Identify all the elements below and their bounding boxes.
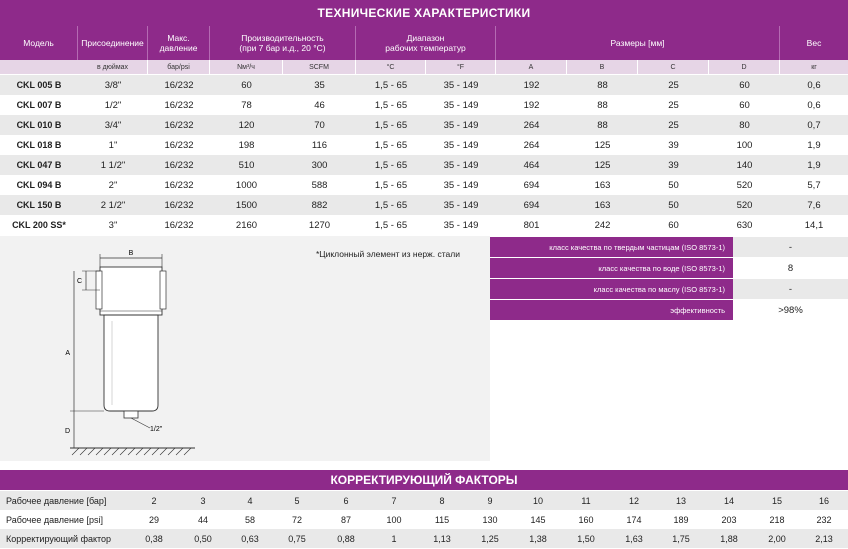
cell-dim-b: 125	[594, 159, 611, 171]
cell-model: CKL 047 B	[16, 160, 62, 170]
cell-pressure: 16/232	[164, 139, 194, 151]
table-row	[0, 135, 848, 155]
correction-cell: 2	[151, 495, 157, 506]
cell-pressure: 16/232	[164, 219, 194, 231]
header-max-pressure	[148, 26, 210, 60]
cell-dim-a: 264	[523, 139, 540, 151]
cell-dim-b: 88	[597, 99, 608, 111]
correction-cell: 29	[148, 514, 159, 525]
correction-cell: 58	[244, 514, 255, 525]
cell-dim-c: 25	[668, 79, 679, 91]
unit-dim-d: D	[709, 60, 780, 74]
header-dimensions-label: Размеры [мм]	[610, 38, 665, 48]
correction-cell: 145	[530, 514, 546, 525]
spec-title: ТЕХНИЧЕСКИЕ ХАРАКТЕРИСТИКИ	[0, 0, 848, 26]
correction-cell: 0,63	[241, 533, 259, 544]
cell-nm3h: 78	[241, 99, 252, 111]
cell-dim-c: 25	[668, 99, 679, 111]
cell-scfm: 882	[311, 199, 328, 211]
correction-cell: 9	[487, 495, 493, 506]
header-weight-label: Вес	[806, 38, 822, 48]
cell-temp-c: 1,5 - 65	[374, 219, 408, 231]
cell-connection: 2"	[108, 179, 118, 191]
cell-dim-c: 50	[668, 199, 679, 211]
cell-dim-c: 39	[668, 139, 679, 151]
correction-row-psi	[0, 510, 848, 529]
quality-value: >98%	[778, 304, 803, 316]
correction-cell: 12	[628, 495, 639, 506]
cell-temp-c: 1,5 - 65	[374, 99, 408, 111]
cell-dim-a: 801	[523, 219, 540, 231]
header-temp-range	[356, 26, 496, 60]
correction-cell: 3	[200, 495, 206, 506]
correction-cell: 0,38	[145, 533, 163, 544]
correction-cell: 13	[675, 495, 686, 506]
correction-row-factor	[0, 529, 848, 548]
quality-row	[490, 258, 848, 278]
cell-pressure: 16/232	[164, 99, 194, 111]
unit-dim-c: C	[638, 60, 709, 74]
correction-row-label: Рабочее давление [бар]	[6, 495, 107, 506]
cell-temp-f: 35 - 149	[443, 79, 479, 91]
cell-dim-d: 100	[736, 139, 753, 151]
correction-cell: 2,00	[768, 533, 786, 544]
cell-temp-f: 35 - 149	[443, 219, 479, 231]
cell-temp-c: 1,5 - 65	[374, 159, 408, 171]
cell-dim-a: 694	[523, 199, 540, 211]
header-dimensions	[496, 26, 780, 60]
cell-pressure: 16/232	[164, 79, 194, 91]
header-connection-label: Присоединение	[81, 38, 144, 48]
cell-nm3h: 60	[241, 79, 252, 91]
cell-weight: 0,6	[807, 99, 821, 111]
cell-temp-c: 1,5 - 65	[374, 119, 408, 131]
cell-temp-f: 35 - 149	[443, 139, 479, 151]
correction-row-bar	[0, 491, 848, 510]
correction-cell: 6	[343, 495, 349, 506]
header-model-label: Модель	[23, 38, 54, 48]
correction-row-label: Корректирующий фактор	[6, 533, 112, 544]
unit-kg: кг	[811, 63, 817, 71]
correction-cell: 72	[291, 514, 302, 525]
cell-dim-d: 140	[736, 159, 753, 171]
cell-scfm: 300	[311, 159, 328, 171]
correction-cell: 8	[439, 495, 445, 506]
cell-nm3h: 198	[238, 139, 255, 151]
header-weight	[780, 26, 848, 60]
cell-dim-b: 163	[594, 199, 611, 211]
cell-connection: 3"	[108, 219, 118, 231]
header-max-pressure-label: Макс. давление	[159, 33, 198, 53]
cell-connection: 1/2"	[104, 99, 122, 111]
correction-cell: 11	[581, 495, 591, 506]
table-row	[0, 195, 848, 215]
cell-dim-b: 88	[597, 119, 608, 131]
correction-cell: 218	[769, 514, 785, 525]
cell-dim-c: 50	[668, 179, 679, 191]
cell-scfm: 46	[314, 99, 325, 111]
cell-temp-f: 35 - 149	[443, 199, 479, 211]
correction-cell: 4	[247, 495, 253, 506]
correction-cell: 174	[626, 514, 642, 525]
cell-dim-c: 39	[668, 159, 679, 171]
cell-connection: 1"	[108, 139, 118, 151]
unit-bar-psi: бар/psi	[148, 60, 210, 74]
cell-model: CKL 007 B	[16, 100, 62, 110]
cell-weight: 14,1	[804, 219, 824, 231]
unit-dim-b: B	[567, 60, 638, 74]
cell-weight: 0,6	[807, 79, 821, 91]
cell-model: CKL 005 B	[16, 80, 62, 90]
cell-weight: 1,9	[807, 139, 821, 151]
quality-value: 8	[787, 262, 794, 274]
cell-connection: 1 1/2"	[100, 159, 126, 171]
cell-weight: 5,7	[807, 179, 821, 191]
cell-temp-f: 35 - 149	[443, 119, 479, 131]
filter-dimension-drawing	[60, 245, 200, 465]
correction-cell: 1,25	[481, 533, 499, 544]
cell-pressure: 16/232	[164, 159, 194, 171]
correction-cell: 87	[340, 514, 351, 525]
unit-fahrenheit: °F	[426, 60, 496, 74]
table-row	[0, 95, 848, 115]
cell-weight: 1,9	[807, 159, 821, 171]
cell-nm3h: 510	[238, 159, 255, 171]
dim-label-a: A	[65, 350, 70, 357]
unit-dim-a: A	[496, 60, 567, 74]
cell-pressure: 16/232	[164, 179, 194, 191]
correction-cell: 1,13	[433, 533, 451, 544]
cell-connection: 3/4"	[104, 119, 122, 131]
correction-cell: 14	[723, 495, 734, 506]
correction-cell: 1,88	[720, 533, 738, 544]
correction-cell: 189	[673, 514, 689, 525]
correction-cell: 1,63	[625, 533, 643, 544]
cell-nm3h: 1500	[235, 199, 258, 211]
cell-dim-a: 694	[523, 179, 540, 191]
correction-cell: 15	[771, 495, 782, 506]
cell-dim-d: 80	[739, 119, 750, 131]
correction-cell: 1	[391, 533, 397, 544]
correction-cell: 1,38	[529, 533, 547, 544]
cell-scfm: 35	[314, 79, 325, 91]
cell-nm3h: 120	[238, 119, 255, 131]
cell-dim-a: 192	[523, 99, 540, 111]
cell-model: CKL 018 B	[16, 140, 62, 150]
unit-celsius: °C	[356, 60, 426, 74]
quality-value: -	[788, 241, 793, 253]
correction-cell: 1,75	[672, 533, 690, 544]
cell-dim-c: 60	[668, 219, 679, 231]
cell-model: CKL 094 B	[16, 180, 62, 190]
cell-dim-d: 520	[736, 199, 753, 211]
quality-value: -	[788, 283, 793, 295]
cell-scfm: 70	[314, 119, 325, 131]
cell-connection: 2 1/2"	[100, 199, 126, 211]
table-row	[0, 115, 848, 135]
correction-title: КОРРЕКТИРУЮЩИЙ ФАКТОРЫ	[0, 470, 848, 490]
cell-temp-c: 1,5 - 65	[374, 139, 408, 151]
quality-row	[490, 300, 848, 320]
footnote: *Циклонный элемент из нерж. стали	[316, 249, 460, 259]
cell-dim-b: 88	[597, 79, 608, 91]
dim-label-d: D	[64, 428, 70, 435]
correction-cell: 10	[532, 495, 543, 506]
cell-dim-a: 192	[523, 79, 540, 91]
quality-label: класс качества по воде (ISO 8573-1)	[490, 258, 733, 278]
cell-model: CKL 010 B	[16, 120, 62, 130]
cell-nm3h: 1000	[235, 179, 258, 191]
cell-scfm: 116	[311, 139, 328, 151]
cell-pressure: 16/232	[164, 199, 194, 211]
cell-scfm: 1270	[308, 219, 331, 231]
header-connection	[78, 26, 148, 60]
header-capacity-label: Производительность (при 7 бар и.д., 20 °C)	[239, 33, 326, 53]
cell-temp-f: 35 - 149	[443, 179, 479, 191]
table-row	[0, 215, 848, 235]
table-row	[0, 75, 848, 95]
cell-connection: 3/8"	[104, 79, 122, 91]
cell-dim-b: 125	[594, 139, 611, 151]
cell-temp-c: 1,5 - 65	[374, 79, 408, 91]
correction-cell: 203	[721, 514, 737, 525]
correction-cell: 5	[294, 495, 300, 506]
correction-cell: 44	[197, 514, 208, 525]
header-capacity	[210, 26, 356, 60]
correction-cell: 0,75	[288, 533, 306, 544]
quality-label: класс качества по твердым частицам (ISO 8573-1)	[490, 237, 733, 257]
header-model	[0, 26, 78, 60]
cell-weight: 0,7	[807, 119, 821, 131]
cell-temp-c: 1,5 - 65	[374, 179, 408, 191]
cell-temp-c: 1,5 - 65	[374, 199, 408, 211]
cell-dim-d: 520	[736, 179, 753, 191]
quality-row	[490, 237, 848, 257]
cell-dim-c: 25	[668, 119, 679, 131]
correction-cell: 16	[818, 495, 829, 506]
cell-dim-a: 264	[523, 119, 540, 131]
header-temp-range-label: Диапазон рабочих температур	[385, 33, 466, 53]
table-row	[0, 155, 848, 175]
cell-model: CKL 200 SS*	[12, 220, 66, 230]
table-row	[0, 175, 848, 195]
correction-cell: 115	[434, 514, 450, 525]
cell-dim-a: 464	[523, 159, 540, 171]
dim-label-b: B	[128, 250, 134, 257]
correction-cell: 232	[816, 514, 832, 525]
cell-temp-f: 35 - 149	[443, 99, 479, 111]
unit-scfm: SCFM	[283, 60, 356, 74]
correction-cell: 130	[482, 514, 498, 525]
cell-pressure: 16/232	[164, 119, 194, 131]
correction-cell: 2,13	[815, 533, 833, 544]
quality-row	[490, 279, 848, 299]
cell-nm3h: 2160	[235, 219, 258, 231]
quality-label: класс качества по маслу (ISO 8573-1)	[490, 279, 733, 299]
quality-label: эффективность	[490, 300, 733, 320]
unit-nm3h: Nм³/ч	[210, 60, 283, 74]
correction-cell: 1,50	[577, 533, 595, 544]
unit-inches: в дюймах	[78, 60, 148, 74]
cell-weight: 7,6	[807, 199, 821, 211]
cell-temp-f: 35 - 149	[443, 159, 479, 171]
cell-dim-d: 60	[739, 79, 750, 91]
port-label: 1/2"	[150, 426, 163, 433]
correction-cell: 7	[391, 495, 397, 506]
cell-dim-b: 163	[594, 179, 611, 191]
cell-dim-d: 60	[739, 99, 750, 111]
cell-dim-d: 630	[736, 219, 753, 231]
correction-cell: 160	[578, 514, 594, 525]
dim-label-c: C	[76, 278, 82, 285]
cell-model: CKL 150 B	[16, 200, 62, 210]
correction-cell: 0,88	[337, 533, 355, 544]
cell-dim-b: 242	[594, 219, 611, 231]
correction-row-label: Рабочее давление [psi]	[6, 514, 103, 525]
correction-cell: 100	[386, 514, 402, 525]
correction-cell: 0,50	[194, 533, 212, 544]
cell-scfm: 588	[311, 179, 328, 191]
